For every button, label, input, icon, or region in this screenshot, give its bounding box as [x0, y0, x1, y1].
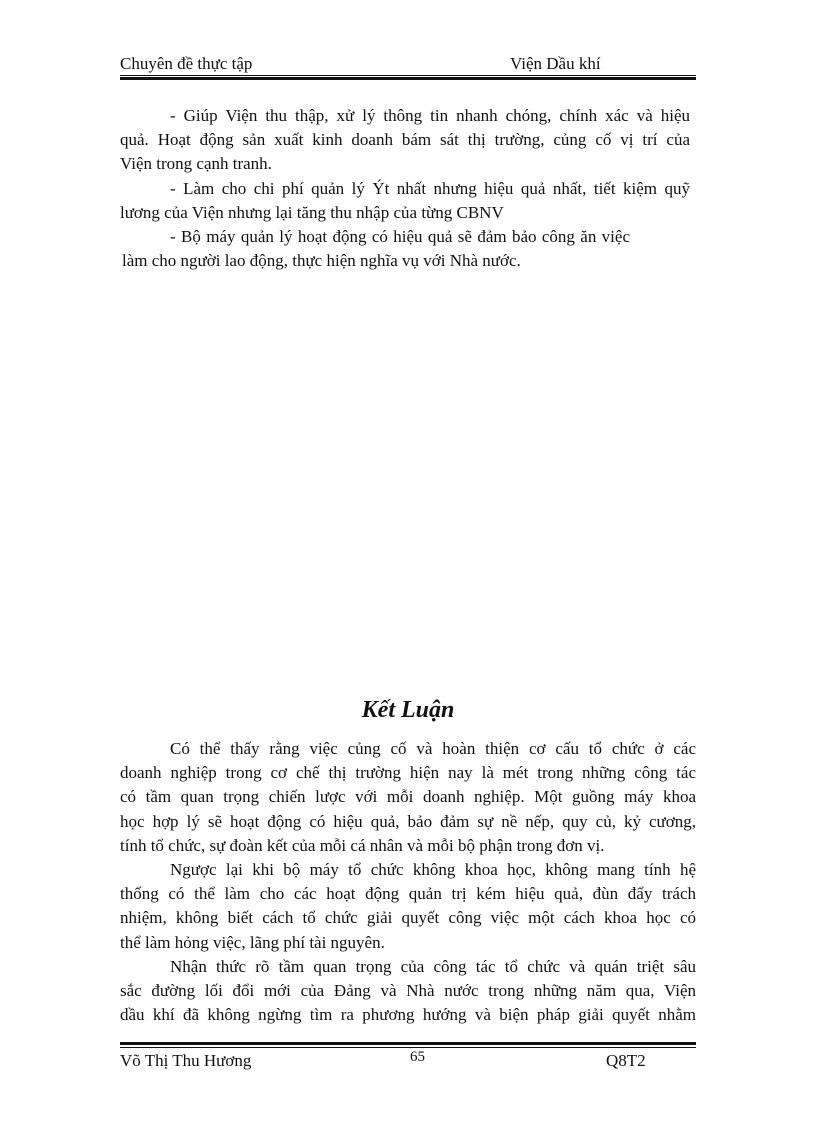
- text-line: tính tổ chức, sự đoàn kết của mỗi cá nhân và mỗi bộ phận trong đơn vị.: [120, 835, 605, 855]
- header-title: Chuyên đề thực tập: [120, 54, 253, 73]
- text-line: thể làm hỏng việc, lãng phí tài nguyên.: [120, 932, 385, 952]
- header-rule-thin: [120, 75, 696, 76]
- header-rule-thick: [120, 77, 696, 80]
- text-line: - Giúp Viện thu thập, xử lý thông tin nhanh chóng, chính xác và hiệu: [170, 106, 690, 125]
- text-line: sắc đường lối đổi mới của Đảng và Nhà nước trong những năm qua, Viện: [120, 981, 696, 1001]
- footer-rule-thick: [120, 1042, 696, 1045]
- text-line: Có thể thấy rằng việc củng cố và hoàn thiện cơ cấu tổ chức ở các: [170, 739, 696, 758]
- footer-class-code: Q8T2: [606, 1051, 646, 1070]
- page-header: [120, 52, 696, 76]
- text-line: Viện trong cạnh tranh.: [120, 154, 272, 174]
- footer-rule-thin: [120, 1047, 696, 1048]
- conclusion-paragraph-3: [120, 955, 696, 1028]
- text-line: nhiệm, không biết cách tổ chức giải quyết công việc một cách khoa học có: [120, 908, 696, 928]
- text-line: thống có thể làm cho các hoạt động quản trị kém hiệu quả, đùn đẩy trách: [120, 884, 696, 904]
- text-line: có tầm quan trọng chiến lược với mỗi doanh nghiệp. Một guồng máy khoa: [120, 787, 696, 807]
- text-line: - Làm cho chi phí quản lý Ýt nhất nhưng hiệu quả nhất, tiết kiệm quỹ: [170, 178, 690, 198]
- text-line: học hợp lý sẽ hoạt động có hiệu quả, bảo đảm sự nề nếp, quy củ, kỷ cương,: [120, 811, 696, 831]
- text-line: dầu khí đã không ngừng tìm ra phương hướng và biện pháp giải quyết nhằm: [120, 1005, 696, 1025]
- header-institute: Viện Dầu khí: [510, 54, 601, 73]
- conclusion-paragraph-2: [120, 858, 696, 955]
- conclusion-body: [120, 737, 696, 1027]
- benefit-paragraph-3: [120, 225, 690, 273]
- benefit-paragraph-1: [120, 104, 690, 177]
- text-line: lương của Viện nhưng lại tăng thu nhập của từng CBNV: [120, 202, 504, 222]
- section-title: Kết Luận: [361, 697, 455, 723]
- text-line: Ngược lại khi bộ máy tổ chức không khoa học, không mang tính hệ: [170, 860, 696, 880]
- footer-author: Võ Thị Thu Hương: [120, 1051, 252, 1070]
- benefits-list: [120, 104, 690, 273]
- text-line: - Bộ máy quản lý hoạt động có hiệu quả sẽ đảm bảo công ăn việc: [170, 227, 630, 247]
- text-line: quả. Hoạt động sản xuất kinh doanh bám sát thị trường, củng cố vị trí của: [120, 130, 690, 150]
- text-line: doanh nghiệp trong cơ chế thị trường hiện nay là mét trong những công tác: [120, 763, 696, 783]
- text-line: làm cho người lao động, thực hiện nghĩa vụ với Nhà nước.: [122, 251, 521, 271]
- conclusion-paragraph-1: [120, 737, 696, 858]
- benefit-paragraph-2: [120, 177, 690, 225]
- text-line: Nhận thức rõ tầm quan trọng của công tác tổ chức và quán triệt sâu: [170, 956, 696, 976]
- page-number: 65: [410, 1049, 425, 1065]
